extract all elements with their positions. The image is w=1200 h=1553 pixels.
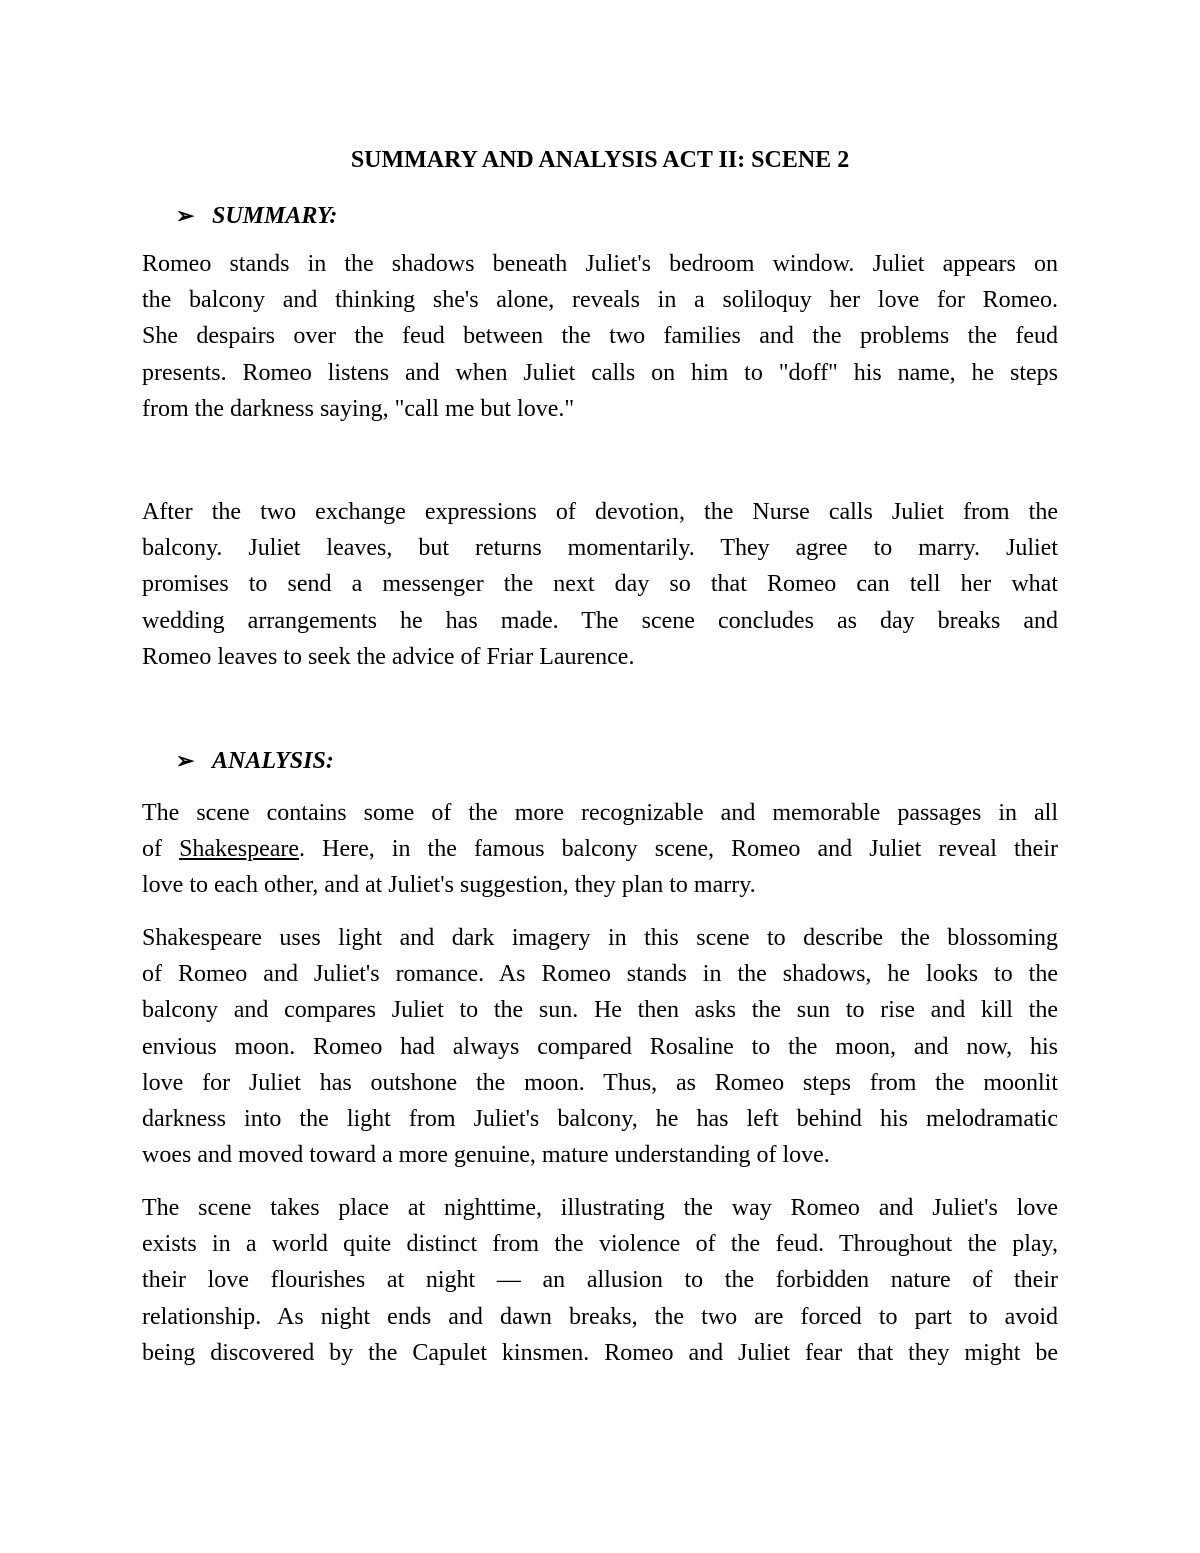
text-line: Romeo stands in the shadows beneath Juliet's bedroom window. Juliet appears on bbox=[142, 251, 1058, 277]
arrow-bullet-icon: ➢ bbox=[176, 203, 195, 228]
text-line bbox=[142, 831, 1058, 867]
text-line: relationship. As night ends and dawn breaks, the two are forced to part to avoid bbox=[142, 1303, 1058, 1330]
text-line: promises to send a messenger the next day so that Romeo can tell her what bbox=[142, 571, 1058, 598]
analysis-paragraph-3 bbox=[142, 1190, 1058, 1371]
text-line: wedding arrangements he has made. The scene concludes as day breaks and bbox=[142, 607, 1058, 634]
text-line: Shakespeare uses light and dark imagery in this scene to describe the blossoming bbox=[142, 925, 1058, 951]
text-line: from the darkness saying, "call me but love." bbox=[142, 395, 575, 422]
document-title: SUMMARY AND ANALYSIS ACT II: SCENE 2 bbox=[350, 147, 850, 173]
text-line: Romeo leaves to seek the advice of Friar Laurence. bbox=[142, 643, 635, 670]
summary-heading bbox=[176, 200, 337, 232]
text-line: of Romeo and Juliet's romance. As Romeo stands in the shadows, he looks to the bbox=[142, 961, 1058, 988]
text-line: She despairs over the feud between the two families and the problems the feud bbox=[142, 323, 1058, 350]
summary-heading-label: SUMMARY: bbox=[212, 203, 338, 229]
text-line: being discovered by the Capulet kinsmen. Romeo and Juliet fear that they might be bbox=[142, 1339, 1058, 1366]
text-line: presents. Romeo listens and when Juliet calls on him to "doff" his name, he steps bbox=[142, 359, 1058, 386]
text-line: envious moon. Romeo had always compared Rosaline to the moon, and now, his bbox=[142, 1033, 1058, 1060]
summary-paragraph-2 bbox=[142, 494, 1058, 675]
analysis-paragraph-2 bbox=[142, 920, 1058, 1173]
text-line: the balcony and thinking she's alone, reveals in a soliloquy her love for Romeo. bbox=[142, 287, 1058, 314]
text-line: The scene contains some of the more recognizable and memorable passages in all bbox=[142, 800, 1058, 826]
text-line: The scene takes place at nighttime, illustrating the way Romeo and Juliet's love bbox=[142, 1195, 1058, 1221]
analysis-heading-label: ANALYSIS: bbox=[212, 748, 334, 774]
text-segment: of bbox=[142, 836, 180, 863]
text-segment: . Here, in the famous balcony scene, Romeo and Juliet reveal their bbox=[299, 836, 1058, 863]
arrow-bullet-icon: ➢ bbox=[176, 748, 195, 773]
shakespeare-link[interactable]: Shakespeare bbox=[179, 836, 300, 863]
text-line: After the two exchange expressions of devotion, the Nurse calls Juliet from the bbox=[142, 499, 1058, 525]
text-line: love for Juliet has outshone the moon. Thus, as Romeo steps from the moonlit bbox=[142, 1069, 1058, 1096]
summary-paragraph-1 bbox=[142, 246, 1058, 427]
analysis-paragraph-1 bbox=[142, 795, 1058, 904]
text-line: balcony and compares Juliet to the sun. He then asks the sun to rise and kill the bbox=[142, 997, 1058, 1024]
analysis-heading bbox=[176, 745, 334, 777]
text-line: their love flourishes at night — an allusion to the forbidden nature of their bbox=[142, 1267, 1058, 1294]
text-line: balcony. Juliet leaves, but returns momentarily. They agree to marry. Juliet bbox=[142, 535, 1058, 562]
text-line: darkness into the light from Juliet's balcony, he has left behind his melodramatic bbox=[142, 1106, 1058, 1133]
text-line: love to each other, and at Juliet's suggestion, they plan to marry. bbox=[142, 872, 756, 899]
text-line: woes and moved toward a more genuine, mature understanding of love. bbox=[142, 1142, 830, 1169]
text-line: exists in a world quite distinct from the violence of the feud. Throughout the play, bbox=[142, 1231, 1058, 1258]
